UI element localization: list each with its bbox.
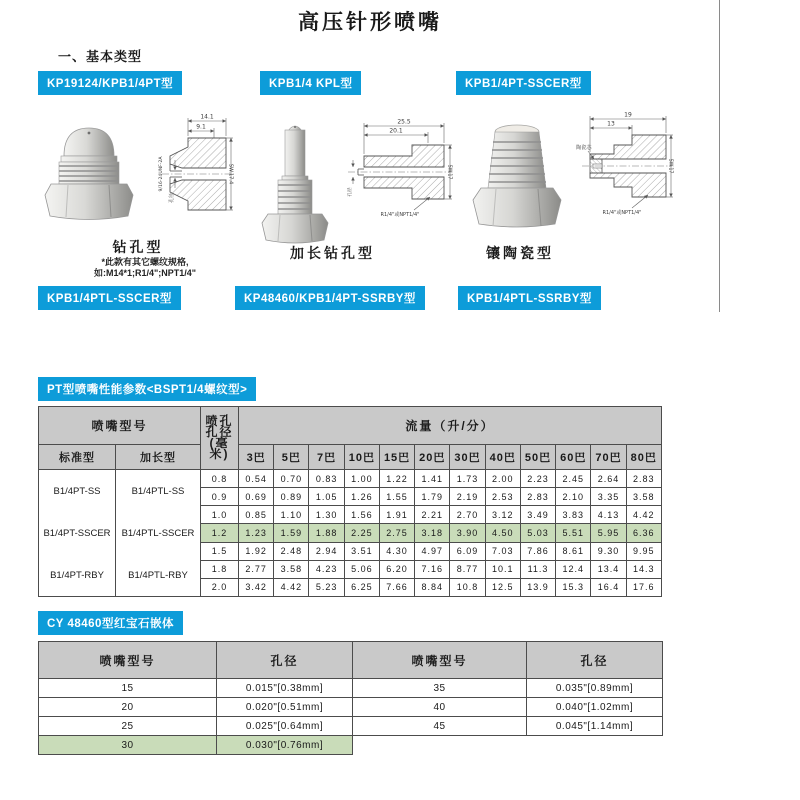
col-header-pressure: 7巴 (309, 445, 344, 470)
empty-cell (527, 736, 663, 755)
ruby-table-row (39, 717, 663, 736)
flow-value-cell: 12.5 (485, 578, 520, 596)
model-name: B1/4PT-SS (53, 485, 101, 497)
flow-value-cell: 2.10 (556, 488, 591, 506)
flow-value-cell: 3.90 (450, 524, 485, 542)
bore-cell: 1.2 (201, 524, 239, 542)
pt-header-row1 (39, 407, 662, 445)
thread-spec-label: R1/4"或NPT1/4" (602, 210, 642, 216)
bore-label: 孔径 (169, 192, 175, 204)
flow-value-cell: 7.66 (379, 578, 414, 596)
flow-value-cell: 0.83 (309, 470, 344, 488)
flow-value-cell: 6.36 (626, 524, 661, 542)
flow-value-cell: 2.45 (556, 470, 591, 488)
flow-value-cell: 1.23 (239, 524, 274, 542)
section-drawing-ceramic (574, 112, 674, 224)
ruby-table-row (39, 698, 663, 717)
flow-value-cell: 7.16 (415, 560, 450, 578)
page-divider-line (719, 0, 720, 312)
flow-value-cell: 10.1 (485, 560, 520, 578)
nozzle-photo-extended (252, 118, 338, 246)
model-badge-ceramic: KPB1/4PT-SSCER型 (456, 71, 591, 95)
flow-value-cell: 1.10 (274, 506, 309, 524)
col-header-diameter: 孔径 (217, 642, 353, 679)
pt-header-row2 (39, 445, 662, 470)
flow-value-cell: 9.30 (591, 542, 626, 560)
col-header-flow: 流量（升/分） (239, 407, 662, 445)
flow-value-cell: 13.9 (520, 578, 555, 596)
page-title: 高压针形喷嘴 (298, 11, 442, 34)
flow-value-cell: 2.83 (626, 470, 661, 488)
flow-value-cell: 2.53 (485, 488, 520, 506)
flow-value-cell: 1.91 (379, 506, 414, 524)
flow-value-cell: 5.06 (344, 560, 379, 578)
section-heading: 一、基本类型 (58, 49, 143, 64)
model-name: B1/4PTL-RBY (128, 569, 188, 581)
bore-label: 孔径 (348, 187, 353, 197)
flow-value-cell: 1.79 (415, 488, 450, 506)
flow-value-cell: 2.23 (520, 470, 555, 488)
product-caption-drilled: 钻孔型 (112, 239, 164, 255)
flow-value-cell: 3.58 (626, 488, 661, 506)
col-header-pressure: 5巴 (274, 445, 309, 470)
flow-value-cell: 14.3 (626, 560, 661, 578)
product-caption-extended: 加长钻孔型 (290, 245, 375, 261)
model-number-cell: 35 (353, 679, 527, 698)
model-number-cell: 30 (39, 736, 217, 755)
flow-value-cell: 3.83 (556, 506, 591, 524)
col-header-pressure: 80巴 (626, 445, 661, 470)
flow-value-cell: 0.70 (274, 470, 309, 488)
model-badge-ptl-ssrby: KPB1/4PTL-SSRBY型 (458, 286, 601, 310)
flow-value-cell: 8.77 (450, 560, 485, 578)
col-header-standard: 标准型 (39, 445, 116, 470)
flow-value-cell: 6.25 (344, 578, 379, 596)
col-header-pressure: 20巴 (415, 445, 450, 470)
dim-label: SW.17 (446, 164, 452, 180)
flow-value-cell: 1.05 (309, 488, 344, 506)
col-header-model: 喷嘴型号 (39, 642, 217, 679)
flow-value-cell: 8.61 (556, 542, 591, 560)
flow-value-cell: 10.8 (450, 578, 485, 596)
col-header-model: 喷嘴型号 (353, 642, 527, 679)
dim-label: 25.5 (397, 118, 411, 126)
flow-value-cell: 6.09 (450, 542, 485, 560)
col-header-pressure: 60巴 (556, 445, 591, 470)
flow-value-cell: 1.55 (379, 488, 414, 506)
flow-value-cell: 13.4 (591, 560, 626, 578)
flow-value-cell: 9.95 (626, 542, 661, 560)
model-name: B1/4PTL-SSCER (121, 527, 195, 539)
bore-cell: 2.0 (201, 578, 239, 596)
flow-value-cell: 3.18 (415, 524, 450, 542)
flow-value-cell: 4.50 (485, 524, 520, 542)
col-header-pressure: 3巴 (239, 445, 274, 470)
product-caption-ceramic: 镶陶瓷型 (486, 245, 554, 261)
diameter-cell: 0.030"[0.76mm] (217, 736, 353, 755)
flow-value-cell: 2.94 (309, 542, 344, 560)
model-name: B1/4PT-RBY (50, 569, 104, 581)
thread-spec-label: 9/16-24UNF-2A (159, 156, 164, 192)
model-number-cell: 15 (39, 679, 217, 698)
flow-value-cell: 3.49 (520, 506, 555, 524)
model-badge-drilled: KP19124/KPB1/4PT型 (38, 71, 182, 95)
flow-value-cell: 3.58 (274, 560, 309, 578)
flow-value-cell: 2.70 (450, 506, 485, 524)
diameter-cell: 0.025"[0.64mm] (217, 717, 353, 736)
flow-value-cell: 7.86 (520, 542, 555, 560)
thread-spec-label: R1/4"或NPT1/4" (380, 212, 420, 218)
bore-cell: 0.8 (201, 470, 239, 488)
flow-value-cell: 5.03 (520, 524, 555, 542)
flow-value-cell: 2.75 (379, 524, 414, 542)
flow-value-cell: 3.42 (239, 578, 274, 596)
ruby-table-title: CY 48460型红宝石嵌体 (38, 611, 183, 635)
dim-label: 9.1 (196, 123, 206, 131)
nozzle-photo-drilled (38, 116, 140, 228)
flow-value-cell: 1.56 (344, 506, 379, 524)
core-label: 陶瓷芯 (576, 145, 592, 151)
flow-value-cell: 2.48 (274, 542, 309, 560)
flow-value-cell: 2.83 (520, 488, 555, 506)
flow-value-cell: 16.4 (591, 578, 626, 596)
col-header-extended: 加长型 (116, 445, 201, 470)
model-column (116, 470, 201, 597)
flow-value-cell: 3.35 (591, 488, 626, 506)
ruby-header-row (39, 642, 663, 679)
thread-note-line1: *此款有其它螺纹规格, (101, 257, 189, 267)
col-header-pressure: 40巴 (485, 445, 520, 470)
thread-note-line2: 如:M14*1;R1/4";NPT1/4" (93, 268, 197, 278)
flow-value-cell: 1.30 (309, 506, 344, 524)
flow-value-cell: 2.21 (415, 506, 450, 524)
bore-cell: 0.9 (201, 488, 239, 506)
flow-value-cell: 1.88 (309, 524, 344, 542)
col-header-model: 喷嘴型号 (39, 407, 201, 445)
model-name: B1/4PTL-SS (131, 485, 185, 497)
flow-value-cell: 2.77 (239, 560, 274, 578)
model-badge-extended: KPB1/4 KPL型 (260, 71, 361, 95)
model-number-cell: 20 (39, 698, 217, 717)
flow-value-cell: 1.22 (379, 470, 414, 488)
flow-value-cell: 1.00 (344, 470, 379, 488)
ruby-table-row (39, 736, 663, 755)
pt-table-title: PT型喷嘴性能参数<BSPT1/4螺纹型> (38, 377, 256, 401)
dim-label: SW.17.4 (227, 163, 234, 185)
ruby-insert-table (38, 641, 663, 755)
ruby-table-row (39, 679, 663, 698)
flow-value-cell: 6.20 (379, 560, 414, 578)
flow-value-cell: 0.85 (239, 506, 274, 524)
flow-value-cell: 2.64 (591, 470, 626, 488)
flow-value-cell: 0.89 (274, 488, 309, 506)
bore-header-line: 孔径 (205, 425, 234, 439)
flow-value-cell: 7.03 (485, 542, 520, 560)
flow-value-cell: 1.92 (239, 542, 274, 560)
model-column (39, 470, 116, 597)
model-badge-ptl-sscer: KPB1/4PTL-SSCER型 (38, 286, 181, 310)
diameter-cell: 0.045"[1.14mm] (527, 717, 663, 736)
model-name: B1/4PT-SSCER (43, 527, 111, 539)
flow-value-cell: 3.51 (344, 542, 379, 560)
section-drawing-extended (342, 118, 456, 224)
flow-value-cell: 5.95 (591, 524, 626, 542)
flow-value-cell: 1.73 (450, 470, 485, 488)
flow-value-cell: 4.42 (274, 578, 309, 596)
dim-label: 19 (624, 112, 632, 119)
bore-cell: 1.5 (201, 542, 239, 560)
col-header-pressure: 50巴 (520, 445, 555, 470)
flow-value-cell: 3.12 (485, 506, 520, 524)
pt-table-body (39, 470, 662, 597)
ruby-table-body (39, 679, 663, 755)
dim-label: 14.1 (200, 113, 214, 121)
flow-value-cell: 4.13 (591, 506, 626, 524)
col-header-pressure: 30巴 (450, 445, 485, 470)
flow-value-cell: 0.69 (239, 488, 274, 506)
section-drawing-drilled (142, 110, 234, 234)
flow-value-cell: 1.59 (274, 524, 309, 542)
diameter-cell: 0.020"[0.51mm] (217, 698, 353, 717)
diameter-cell: 0.035"[0.89mm] (527, 679, 663, 698)
flow-value-cell: 15.3 (556, 578, 591, 596)
model-number-cell: 45 (353, 717, 527, 736)
flow-value-cell: 17.6 (626, 578, 661, 596)
bore-cell: 1.8 (201, 560, 239, 578)
empty-cell (353, 736, 527, 755)
flow-value-cell: 2.25 (344, 524, 379, 542)
flow-value-cell: 2.19 (450, 488, 485, 506)
flow-value-cell: 4.23 (309, 560, 344, 578)
flow-value-cell: 8.84 (415, 578, 450, 596)
flow-value-cell: 0.54 (239, 470, 274, 488)
nozzle-photo-ceramic (462, 116, 572, 234)
flow-value-cell: 12.4 (556, 560, 591, 578)
flow-value-cell: 1.26 (344, 488, 379, 506)
dim-label: 20.1 (389, 127, 403, 135)
flow-value-cell: 4.97 (415, 542, 450, 560)
model-number-cell: 40 (353, 698, 527, 717)
dim-label: SW.17 (667, 158, 673, 174)
col-header-pressure: 10巴 (344, 445, 379, 470)
flow-value-cell: 1.41 (415, 470, 450, 488)
pt-table-row (39, 470, 662, 488)
flow-value-cell: 11.3 (520, 560, 555, 578)
flow-value-cell: 5.23 (309, 578, 344, 596)
col-header-pressure: 70巴 (591, 445, 626, 470)
col-header-bore (201, 407, 239, 470)
flow-value-cell: 4.30 (379, 542, 414, 560)
model-number-cell: 25 (39, 717, 217, 736)
bore-header-line: 喷孔 (205, 414, 234, 428)
dim-label: 13 (607, 120, 615, 128)
col-header-diameter: 孔径 (527, 642, 663, 679)
bore-cell: 1.0 (201, 506, 239, 524)
flow-value-cell: 5.51 (556, 524, 591, 542)
flow-value-cell: 2.00 (485, 470, 520, 488)
bore-header-line: (毫米) (209, 436, 230, 461)
flow-value-cell: 4.42 (626, 506, 661, 524)
pt-performance-table (38, 406, 662, 597)
diameter-cell: 0.040"[1.02mm] (527, 698, 663, 717)
col-header-pressure: 15巴 (379, 445, 414, 470)
diameter-cell: 0.015"[0.38mm] (217, 679, 353, 698)
model-badge-pt-ssrby: KP48460/KPB1/4PT-SSRBY型 (235, 286, 425, 310)
